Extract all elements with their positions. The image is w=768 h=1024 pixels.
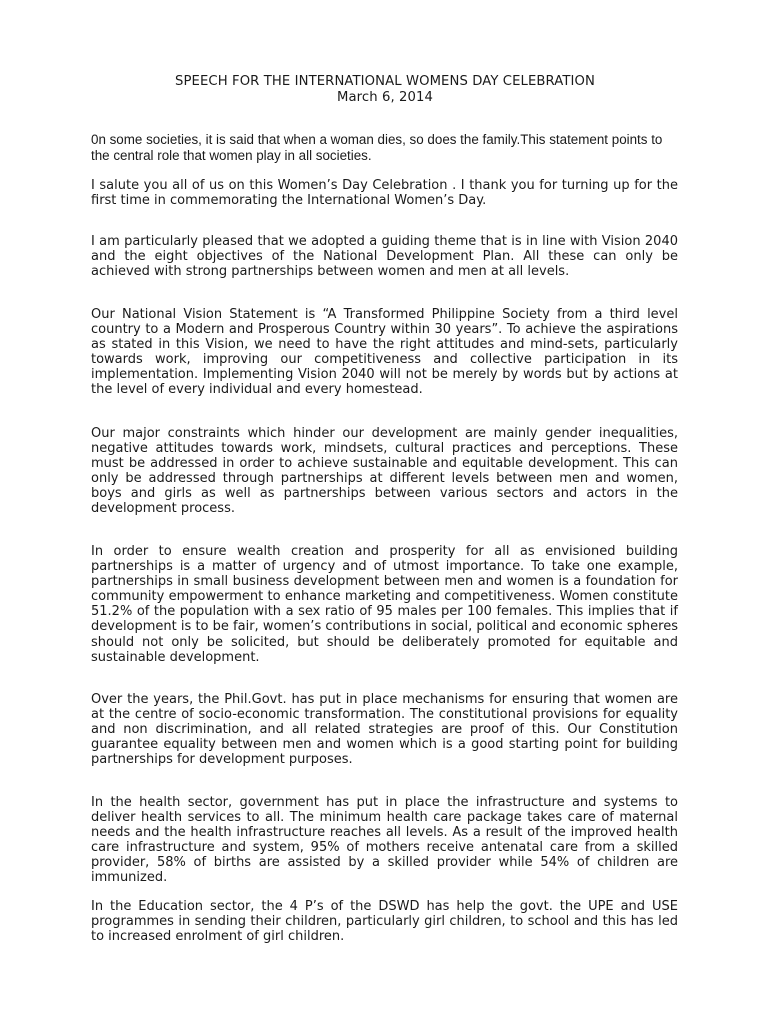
paragraph-3: I am particularly pleased that we adopted a guiding theme that is in line with Vision 2040 and the eight objectives of the National Development Plan. All these can only be achieved with strong partnerships between women and men at all levels.	[91, 234, 678, 280]
speech-date: March 6, 2014	[336, 90, 434, 105]
paragraph-9: In the Education sector, the 4 P’s of the DSWD has help the govt. the UPE and USE programmes in sending their children, particularly girl children, to school and this has led to increased enrolment of girl children.	[91, 899, 678, 945]
paragraph-8: In the health sector, government has put in place the infrastructure and systems to deliver health services to all. The minimum health care package takes care of maternal needs and the health infrastructure reaches all levels. As a result of the improved health care infrastructure and system, 95% of mothers receive antenatal care from a skilled provider, 58% of births are assisted by a skilled provider while 54% of children are immunized.	[91, 795, 678, 886]
speech-title: SPEECH FOR THE INTERNATIONAL WOMENS DAY CELEBRATION	[175, 74, 595, 89]
paragraph-7: Over the years, the Phil.Govt. has put in place mechanisms for ensuring that women are at the centre of socio-economic transformation. The constitutional provisions for equality and non discrimination, and all related strategies are proof of this. Our Constitution guarantee equality between men and women which is a good starting point for building partnerships for development purposes.	[91, 692, 678, 768]
paragraph-6: In order to ensure wealth creation and prosperity for all as envisioned building partnerships is a matter of urgency and of utmost importance. To take one example, partnerships in small business development between men and women is a foundation for community empowerment to enhance marketing and competitiveness. Women constitute 51.2% of the population with a sex ratio of 95 males per 100 females. This implies that if development is to be fair, women’s contributions in social, political and economic spheres should not only be solicited, but should be deliberately promoted for equitable and sustainable development.	[91, 544, 678, 665]
paragraph-1: 0n some societies, it is said that when a woman dies, so does the family.This statement points to the central role that women play in all societies.	[91, 132, 663, 163]
paragraph-2: I salute you all of us on this Women’s Day Celebration . I thank you for turning up for the first time in commemorating the International Women’s Day.	[91, 178, 678, 209]
paragraph-4: Our National Vision Statement is “A Transformed Philippine Society from a third level country to a Modern and Prosperous Country within 30 years”. To achieve the aspirations as stated in this Vision, we need to have the right attitudes and mind-sets, particularly towards work, improving our competitiveness and collective participation in its implementation. Implementing Vision 2040 will not be merely by words but by actions at the level of every individual and every homestead.	[91, 307, 678, 398]
paragraph-5: Our major constraints which hinder our development are mainly gender inequalities, negative attitudes towards work, mindsets, cultural practices and perceptions. These must be addressed in order to achieve sustainable and equitable development. This can only be addressed through partnerships at different levels between men and women, boys and girls as well as partnerships between various sectors and actors in the development process.	[91, 426, 678, 517]
